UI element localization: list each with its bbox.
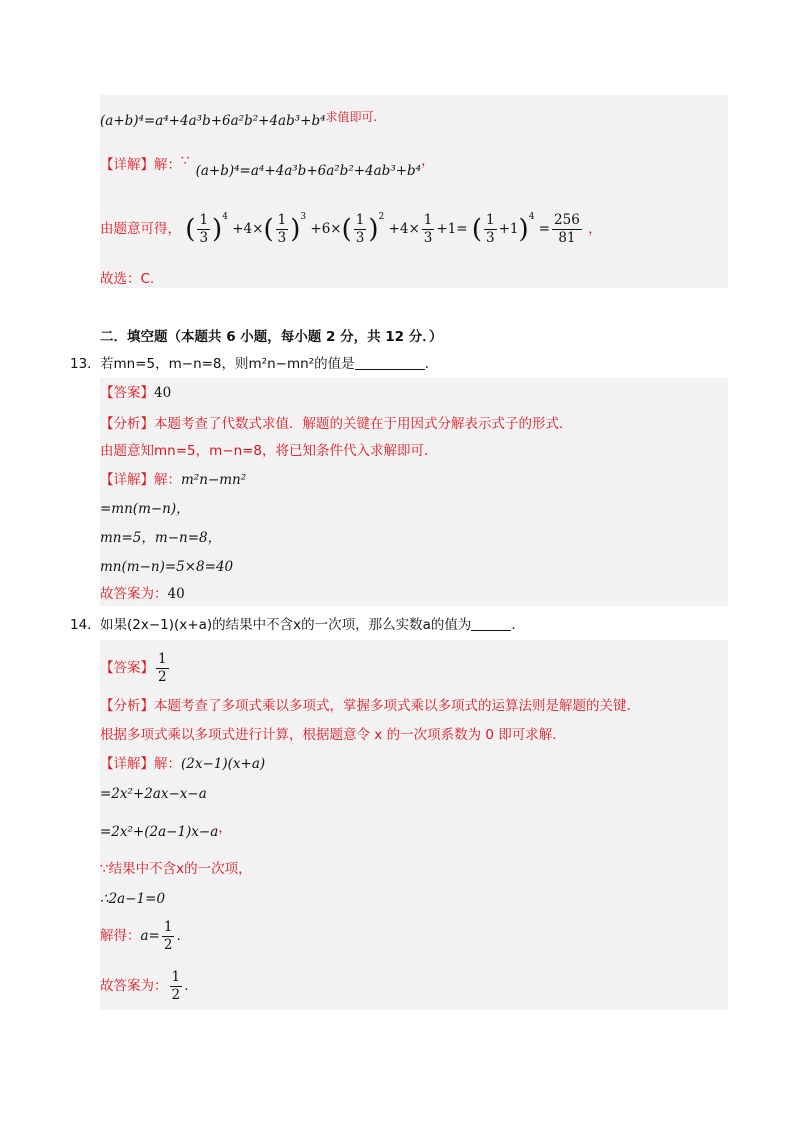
q14-answer-fraction: $\frac{1}{2}$ xyxy=(158,650,167,685)
q12-detail-end: ， xyxy=(421,153,435,169)
q12-intro-expr: (a+b)⁴=a⁴+4a³b+6a²b²+4ab³+b⁴ xyxy=(100,113,326,129)
q14-final-end: . xyxy=(184,978,189,994)
q14-step2-line xyxy=(100,817,232,843)
because-symbol: ∵ xyxy=(181,153,190,169)
q13-analysis-line xyxy=(100,413,573,435)
q12-detail-line xyxy=(100,150,435,179)
q14-solve-prefix: 解得： xyxy=(100,928,141,944)
q14-detail-line xyxy=(100,753,265,775)
q12-given-line xyxy=(100,206,602,252)
q14-detail-expr: (2x−1)(x+a) xyxy=(181,756,266,772)
q14-answer-blank xyxy=(471,616,511,631)
q14-step2-end: ， xyxy=(218,820,232,836)
q14-question-line xyxy=(100,614,516,636)
q13-detail-line xyxy=(100,469,246,491)
q12-intro-line xyxy=(100,106,377,132)
q13-answer-blank xyxy=(355,355,425,370)
q13-final: 40 xyxy=(167,586,185,602)
q14-answer-line xyxy=(100,648,171,688)
q13-final-label: 故答案为： xyxy=(100,586,168,602)
q13-question-end: . xyxy=(424,356,429,372)
q14-detail-label: 【详解】解： xyxy=(100,756,181,772)
q14-number: 14． xyxy=(70,617,101,633)
q12-detail-expr: (a+b)⁴=a⁴+4a³b+6a²b²+4ab³+b⁴ xyxy=(195,163,422,179)
q13-step0: m²n−mn² xyxy=(181,472,247,488)
q14-question-end: . xyxy=(511,617,516,633)
q14-question: 如果(2x−1)(x+a)的结果中不含x的一次项，那么实数a的值为 xyxy=(100,617,472,633)
q12-result-fraction: $\frac{256}{81}$ xyxy=(554,212,580,246)
q13-answer-label: 【答案】 xyxy=(100,385,154,401)
q13-detail-label: 【详解】解： xyxy=(100,472,181,488)
q14-analysis-line xyxy=(100,695,640,717)
q14-analysis2: 根据多项式乘以多项式进行计算，根据题意令 x 的一次项系数为 0 即可求解． xyxy=(100,727,566,743)
q13-question: 若mn=5，m−n=8，则m²n−mn²的值是 xyxy=(100,356,355,372)
q13-analysis2: 由题意知mn=5，m−n=8，将已知条件代入求解即可． xyxy=(100,443,438,459)
q13-question-line xyxy=(100,353,429,375)
q13-step3: mn(m−n)=5×8=40 xyxy=(100,559,234,575)
q13-analysis: 本题考查了代数式求值．解题的关键在于用因式分解表示式子的形式． xyxy=(154,416,573,432)
q14-answer-label: 【答案】 xyxy=(100,660,154,676)
q14-final-fraction: $\frac{1}{2}$ xyxy=(171,968,181,1003)
q14-because: ∵结果中不含x的一次项， xyxy=(100,861,252,877)
q14-solve-end: . xyxy=(176,928,181,944)
q12-given-prefix: 由题意可得， xyxy=(100,221,181,237)
q13-number: 13． xyxy=(70,356,101,372)
q14-solve-line xyxy=(100,916,181,956)
q14-therefore: ∴2a−1=0 xyxy=(100,891,166,907)
q13-step2: mn=5，m−n=8， xyxy=(100,530,222,546)
q14-final-line xyxy=(100,966,188,1006)
q12-choice: 故选：C. xyxy=(100,271,155,287)
q13-answer-line xyxy=(100,382,171,404)
q14-solve-fraction: $\frac{1}{2}$ xyxy=(163,918,173,953)
q13-answer: 40 xyxy=(154,385,172,401)
section-title: 二．填空题（本题共 6 小题，每小题 2 分，共 12 分．） xyxy=(100,329,443,345)
q14-final-label: 故答案为： xyxy=(100,978,168,994)
q12-given-end: ， xyxy=(588,221,602,237)
q12-given-expr: ( $\frac{1}{3}$ )$^4$ +4×( $\frac{1}{3}$ )$^3$ +6×( $\frac{1}{3}$ )$^2$ +4× $\frac{1}{3}$ +1= ( $\frac{1}{3}$ +1)$^4$ = $\frac{256}{81}$ xyxy=(185,212,580,246)
q13-analysis-label: 【分析】 xyxy=(100,416,154,432)
q14-step1: =2x²+2ax−x−a xyxy=(100,786,207,802)
q14-analysis: 本题考查了多项式乘以多项式，掌握多项式乘以多项式的运算法则是解题的关键． xyxy=(154,698,640,714)
q14-step2: =2x²+(2a−1)x−a xyxy=(100,824,219,840)
q13-step1: =mn(m−n)， xyxy=(100,501,190,517)
q14-analysis-label: 【分析】 xyxy=(100,698,154,714)
q14-solve-var: a= xyxy=(140,928,160,944)
q12-intro-suffix: 求值即可. xyxy=(325,110,378,124)
q13-final-line xyxy=(100,583,185,605)
q12-detail-label: 【详解】解： xyxy=(100,157,181,173)
